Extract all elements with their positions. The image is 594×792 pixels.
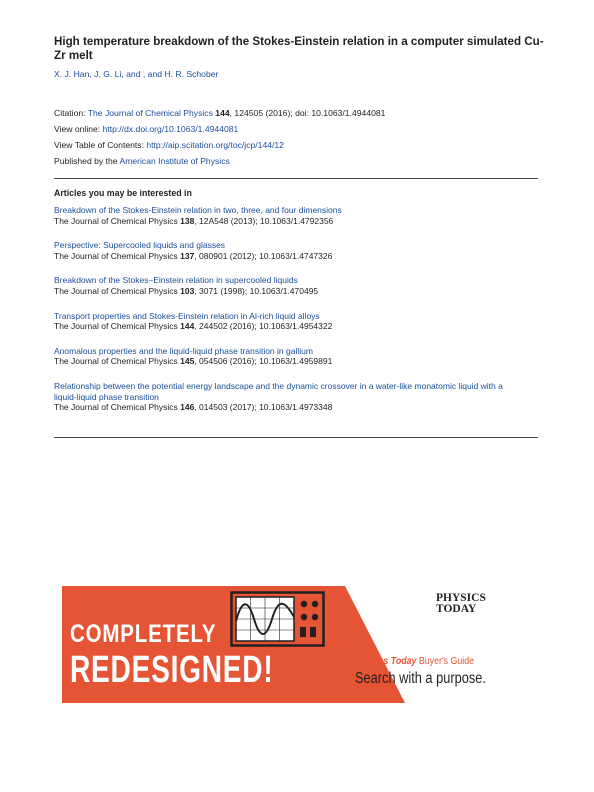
related-article-citation: The Journal of Chemical Physics 137, 080901 (2012); 10.1063/1.4747326 — [54, 250, 333, 261]
logo-line-1: PHYSICS — [436, 592, 486, 604]
related-article-citation: The Journal of Chemical Physics 103, 3071 (1998); 10.1063/1.470495 — [54, 285, 319, 296]
citation-details: , 124505 (2016); doi: 10.1063/1.4944081 — [229, 108, 386, 118]
author-separator: , — [89, 69, 95, 79]
related-article-link[interactable]: Anomalous properties and the liquid-liquid phase transition in gallium — [54, 345, 313, 356]
logo-line-2: TODAY — [436, 603, 477, 615]
advertisement-banner[interactable] — [62, 586, 532, 703]
ad-guide-brand: Physics Today — [355, 655, 417, 667]
citation-block — [54, 105, 385, 169]
ad-guide-text: Buyer's Guide — [416, 655, 475, 667]
physics-today-logo — [436, 593, 506, 615]
publisher-link[interactable]: American Institute of Physics — [119, 156, 230, 166]
oscilloscope-icon — [230, 591, 325, 647]
citation-line — [54, 105, 385, 121]
toc-line — [54, 137, 385, 153]
author-separator: , and — [142, 69, 165, 79]
author-separator: , and — [121, 69, 143, 79]
list-item — [54, 381, 524, 413]
author-link[interactable]: X. J. Han — [54, 69, 90, 79]
author-list — [54, 69, 218, 79]
author-link[interactable]: H. R. Schober — [164, 69, 219, 79]
ad-buyers-guide-label — [355, 655, 474, 667]
related-articles-heading: Articles you may be interested in — [54, 188, 192, 198]
view-online-label: View online: — [54, 124, 103, 134]
citation-volume: 144 — [215, 108, 230, 118]
author-link[interactable]: J. G. Li — [94, 69, 122, 79]
related-articles-list — [54, 205, 524, 427]
related-article-link[interactable]: Perspective: Supercooled liquids and glasses — [54, 240, 226, 251]
related-article-link[interactable]: Transport properties and Stokes-Einstein relation in Al-rich liquid alloys — [54, 310, 320, 321]
citation-label: Citation: — [54, 108, 88, 118]
related-article-citation: The Journal of Chemical Physics 145, 054506 (2016); 10.1063/1.4959891 — [54, 356, 333, 367]
related-article-link[interactable]: Breakdown of the Stokes-Einstein relation in two, three, and four dimensions — [54, 205, 342, 215]
journal-link[interactable]: The Journal of Chemical Physics — [87, 108, 213, 118]
related-article-citation: The Journal of Chemical Physics 138, 12A548 (2013); 10.1063/1.4792356 — [54, 215, 334, 226]
toc-link[interactable]: http://aip.scitation.org/toc/jcp/144/12 — [146, 140, 284, 150]
related-article-citation: The Journal of Chemical Physics 144, 244502 (2016); 10.1063/1.4954322 — [54, 321, 333, 332]
list-item — [54, 311, 524, 332]
related-article-link[interactable]: Breakdown of the Stokes–Einstein relation in supercooled liquids — [54, 275, 298, 286]
list-item — [54, 275, 524, 296]
divider — [54, 178, 538, 179]
ad-headline-line-2: REDESIGNED! — [70, 649, 274, 691]
article-title: High temperature breakdown of the Stokes-Einstein relation in a computer simulated Cu-Zr melt — [54, 35, 544, 62]
list-item — [54, 205, 524, 226]
list-item — [54, 346, 524, 367]
doi-link[interactable]: http://dx.doi.org/10.1063/1.4944081 — [102, 124, 239, 134]
toc-label: View Table of Contents: — [54, 140, 147, 150]
divider — [54, 437, 538, 438]
ad-tagline: Search with a purpose. — [355, 670, 486, 687]
related-article-link[interactable]: Relationship between the potential energy landscape and the dynamic crossover in a water-like monatomic liquid with a liquid-liquid phase transition — [54, 380, 503, 402]
related-article-citation: The Journal of Chemical Physics 146, 014503 (2017); 10.1063/1.4973348 — [54, 402, 333, 413]
ad-headline-line-1: COMPLETELY — [70, 620, 217, 648]
publisher-line — [54, 153, 385, 169]
view-online-line — [54, 121, 385, 137]
published-label: Published by the — [54, 156, 120, 166]
list-item — [54, 240, 524, 261]
